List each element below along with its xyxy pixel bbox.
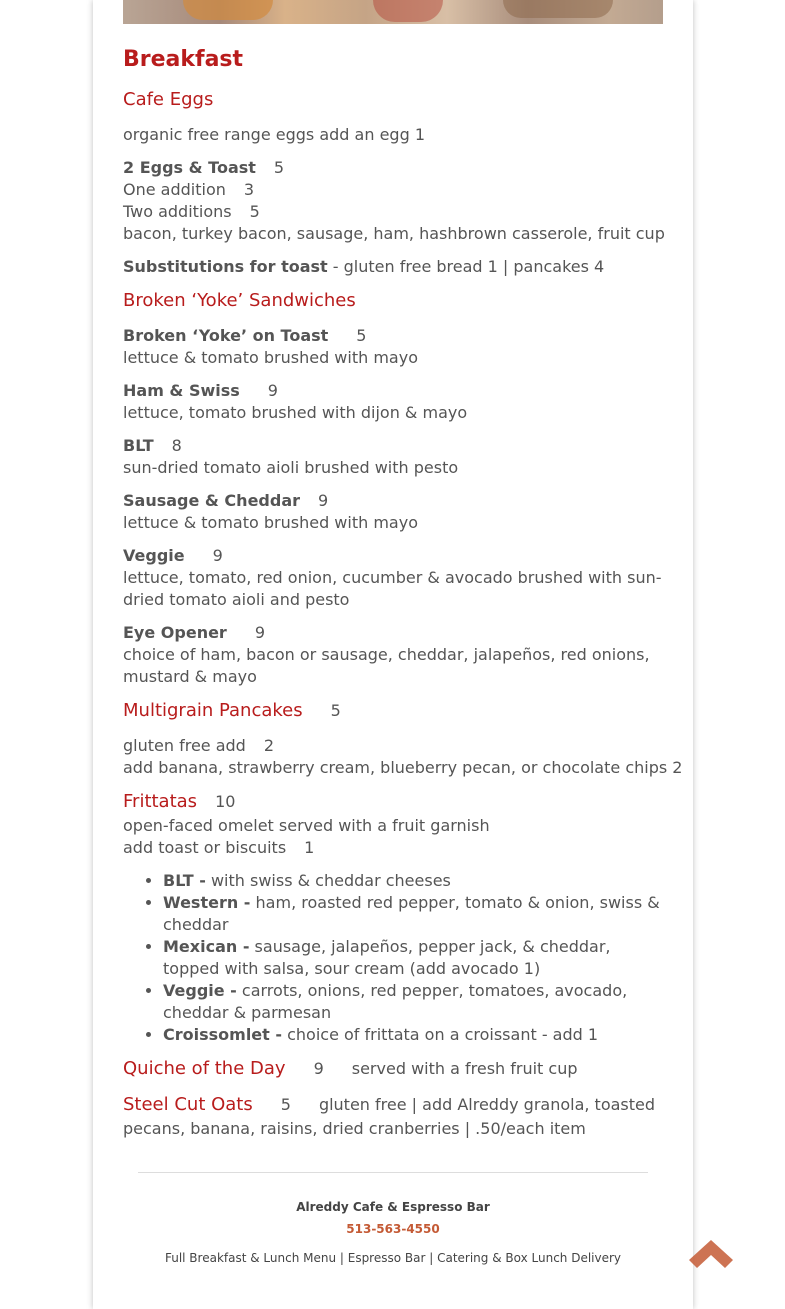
pancakes-heading: Multigrain Pancakes [123, 700, 303, 721]
pancake-addons: add banana, strawberry cream, blueberry pecan, or chocolate chips 2 [123, 758, 683, 777]
item-price: 5 [356, 326, 367, 345]
item-price: 10 [215, 792, 236, 811]
item-label: gluten free add [123, 736, 246, 755]
gluten-free-row [123, 735, 274, 757]
quiche-row [123, 1058, 578, 1080]
frittatas-description: open-faced omelet served with a fruit garnish [123, 816, 490, 835]
substitutions-text: - gluten free bread 1 | pancakes 4 [327, 257, 605, 276]
sandwich-item [123, 380, 278, 402]
item-name: Veggie [123, 546, 185, 565]
food-photo [123, 0, 663, 24]
item-description: gluten free | add Alreddy granola, toasted [318, 1095, 656, 1114]
item-price: 3 [243, 180, 255, 199]
toast-row [123, 837, 314, 859]
chevron-up-icon [685, 1228, 737, 1280]
frittatas-heading-row [123, 791, 235, 813]
item-price: 9 [267, 381, 278, 400]
item-description: lettuce & tomato brushed with mayo [123, 513, 418, 532]
item-name: Mexican - [163, 937, 250, 956]
item-description: lettuce & tomato brushed with mayo [123, 348, 418, 367]
oats-description-cont: pecans, banana, raisins, dried cranberries | .50/each item [123, 1119, 586, 1138]
item-price: 5 [273, 158, 285, 177]
footer-link-espresso[interactable]: Espresso Bar [347, 1251, 426, 1265]
sandwich-item [123, 435, 182, 457]
item-description: sausage, jalapeños, pepper jack, & cheddar, topped with salsa, sour cream (add avocado 1) [163, 937, 611, 978]
list-item [163, 870, 663, 892]
item-description: with swiss & cheddar cheeses [205, 871, 451, 890]
item-label: One addition [123, 180, 226, 199]
item-price: 8 [171, 436, 182, 455]
list-item [163, 892, 663, 936]
item-price: 9 [313, 1059, 324, 1078]
cafe-eggs-heading: Cafe Eggs [123, 89, 214, 110]
list-item [163, 1024, 663, 1046]
item-price: 5 [330, 701, 341, 720]
item-price: 9 [254, 623, 266, 642]
item-price: 9 [212, 546, 223, 565]
item-price: 5 [249, 202, 260, 221]
oats-row [123, 1094, 655, 1116]
pancakes-heading-row [123, 700, 341, 722]
additions-list: bacon, turkey bacon, sausage, ham, hashbrown casserole, fruit cup [123, 224, 665, 243]
footer-divider [138, 1172, 648, 1173]
item-description: choice of ham, bacon or sausage, cheddar, jalapeños, red onions, mustard & mayo [123, 645, 650, 686]
sandwiches-heading: Broken ‘Yoke’ Sandwiches [123, 290, 356, 311]
menu-page [93, 0, 693, 1309]
substitutions-label: Substitutions for toast [123, 257, 328, 276]
item-price: 1 [304, 838, 315, 857]
footer-link-menu[interactable]: Full Breakfast & Lunch Menu [164, 1251, 337, 1265]
item-label: Two additions [123, 202, 232, 221]
sandwich-item [123, 325, 366, 347]
sandwich-item [123, 490, 328, 512]
frittatas-heading: Frittatas [123, 791, 198, 812]
cafe-eggs-note: organic free range eggs add an egg 1 [123, 125, 425, 144]
footer-nav [93, 1251, 693, 1265]
item-description: lettuce, tomato, red onion, cucumber & avocado brushed with sun-dried tomato aioli and pesto [123, 568, 662, 609]
sandwich-item [123, 545, 223, 567]
back-to-top-button[interactable] [685, 1228, 737, 1280]
quiche-heading: Quiche of the Day [123, 1058, 286, 1079]
item-description: lettuce, tomato brushed with dijon & mayo [123, 403, 468, 422]
item-name: BLT [123, 436, 154, 455]
list-item [163, 936, 663, 980]
menu-item-two-eggs [123, 157, 284, 179]
item-description: carrots, onions, red pepper, tomatoes, avocado, cheddar & parmesan [163, 981, 628, 1022]
item-label: add toast or biscuits [123, 838, 287, 857]
footer-business-name: Alreddy Cafe & Espresso Bar [296, 1200, 490, 1214]
two-additions-row [123, 201, 260, 223]
footer-separator: | [336, 1251, 348, 1265]
frittata-list [123, 870, 663, 1046]
item-name: 2 Eggs & Toast [123, 158, 256, 177]
one-addition-row [123, 179, 254, 201]
substitutions-row [123, 256, 604, 278]
item-name: Broken ‘Yoke’ on Toast [123, 326, 329, 345]
item-name: BLT - [163, 871, 206, 890]
item-price: 9 [318, 491, 329, 510]
item-name: Eye Opener [123, 623, 227, 642]
item-description: ham, roasted red pepper, tomato & onion, swiss & cheddar [163, 893, 660, 934]
footer-link-catering[interactable]: Catering & Box Lunch Delivery [437, 1251, 622, 1265]
footer-phone-link[interactable]: 513-563-4550 [346, 1222, 440, 1236]
item-description: choice of frittata on a croissant - add 1 [282, 1025, 599, 1044]
item-price: 2 [263, 736, 275, 755]
item-name: Ham & Swiss [123, 381, 240, 400]
oats-heading: Steel Cut Oats [123, 1094, 253, 1115]
item-description: sun-dried tomato aioli brushed with pesto [123, 458, 459, 477]
item-description: served with a fresh fruit cup [351, 1059, 578, 1078]
section-title-breakfast: Breakfast [123, 47, 244, 72]
item-price: 5 [280, 1095, 291, 1114]
footer-separator: | [425, 1251, 438, 1265]
item-name: Western - [163, 893, 251, 912]
item-name: Croissomlet - [163, 1025, 283, 1044]
list-item [163, 980, 663, 1024]
item-name: Veggie - [163, 981, 237, 1000]
sandwich-item [123, 622, 265, 644]
item-name: Sausage & Cheddar [123, 491, 301, 510]
